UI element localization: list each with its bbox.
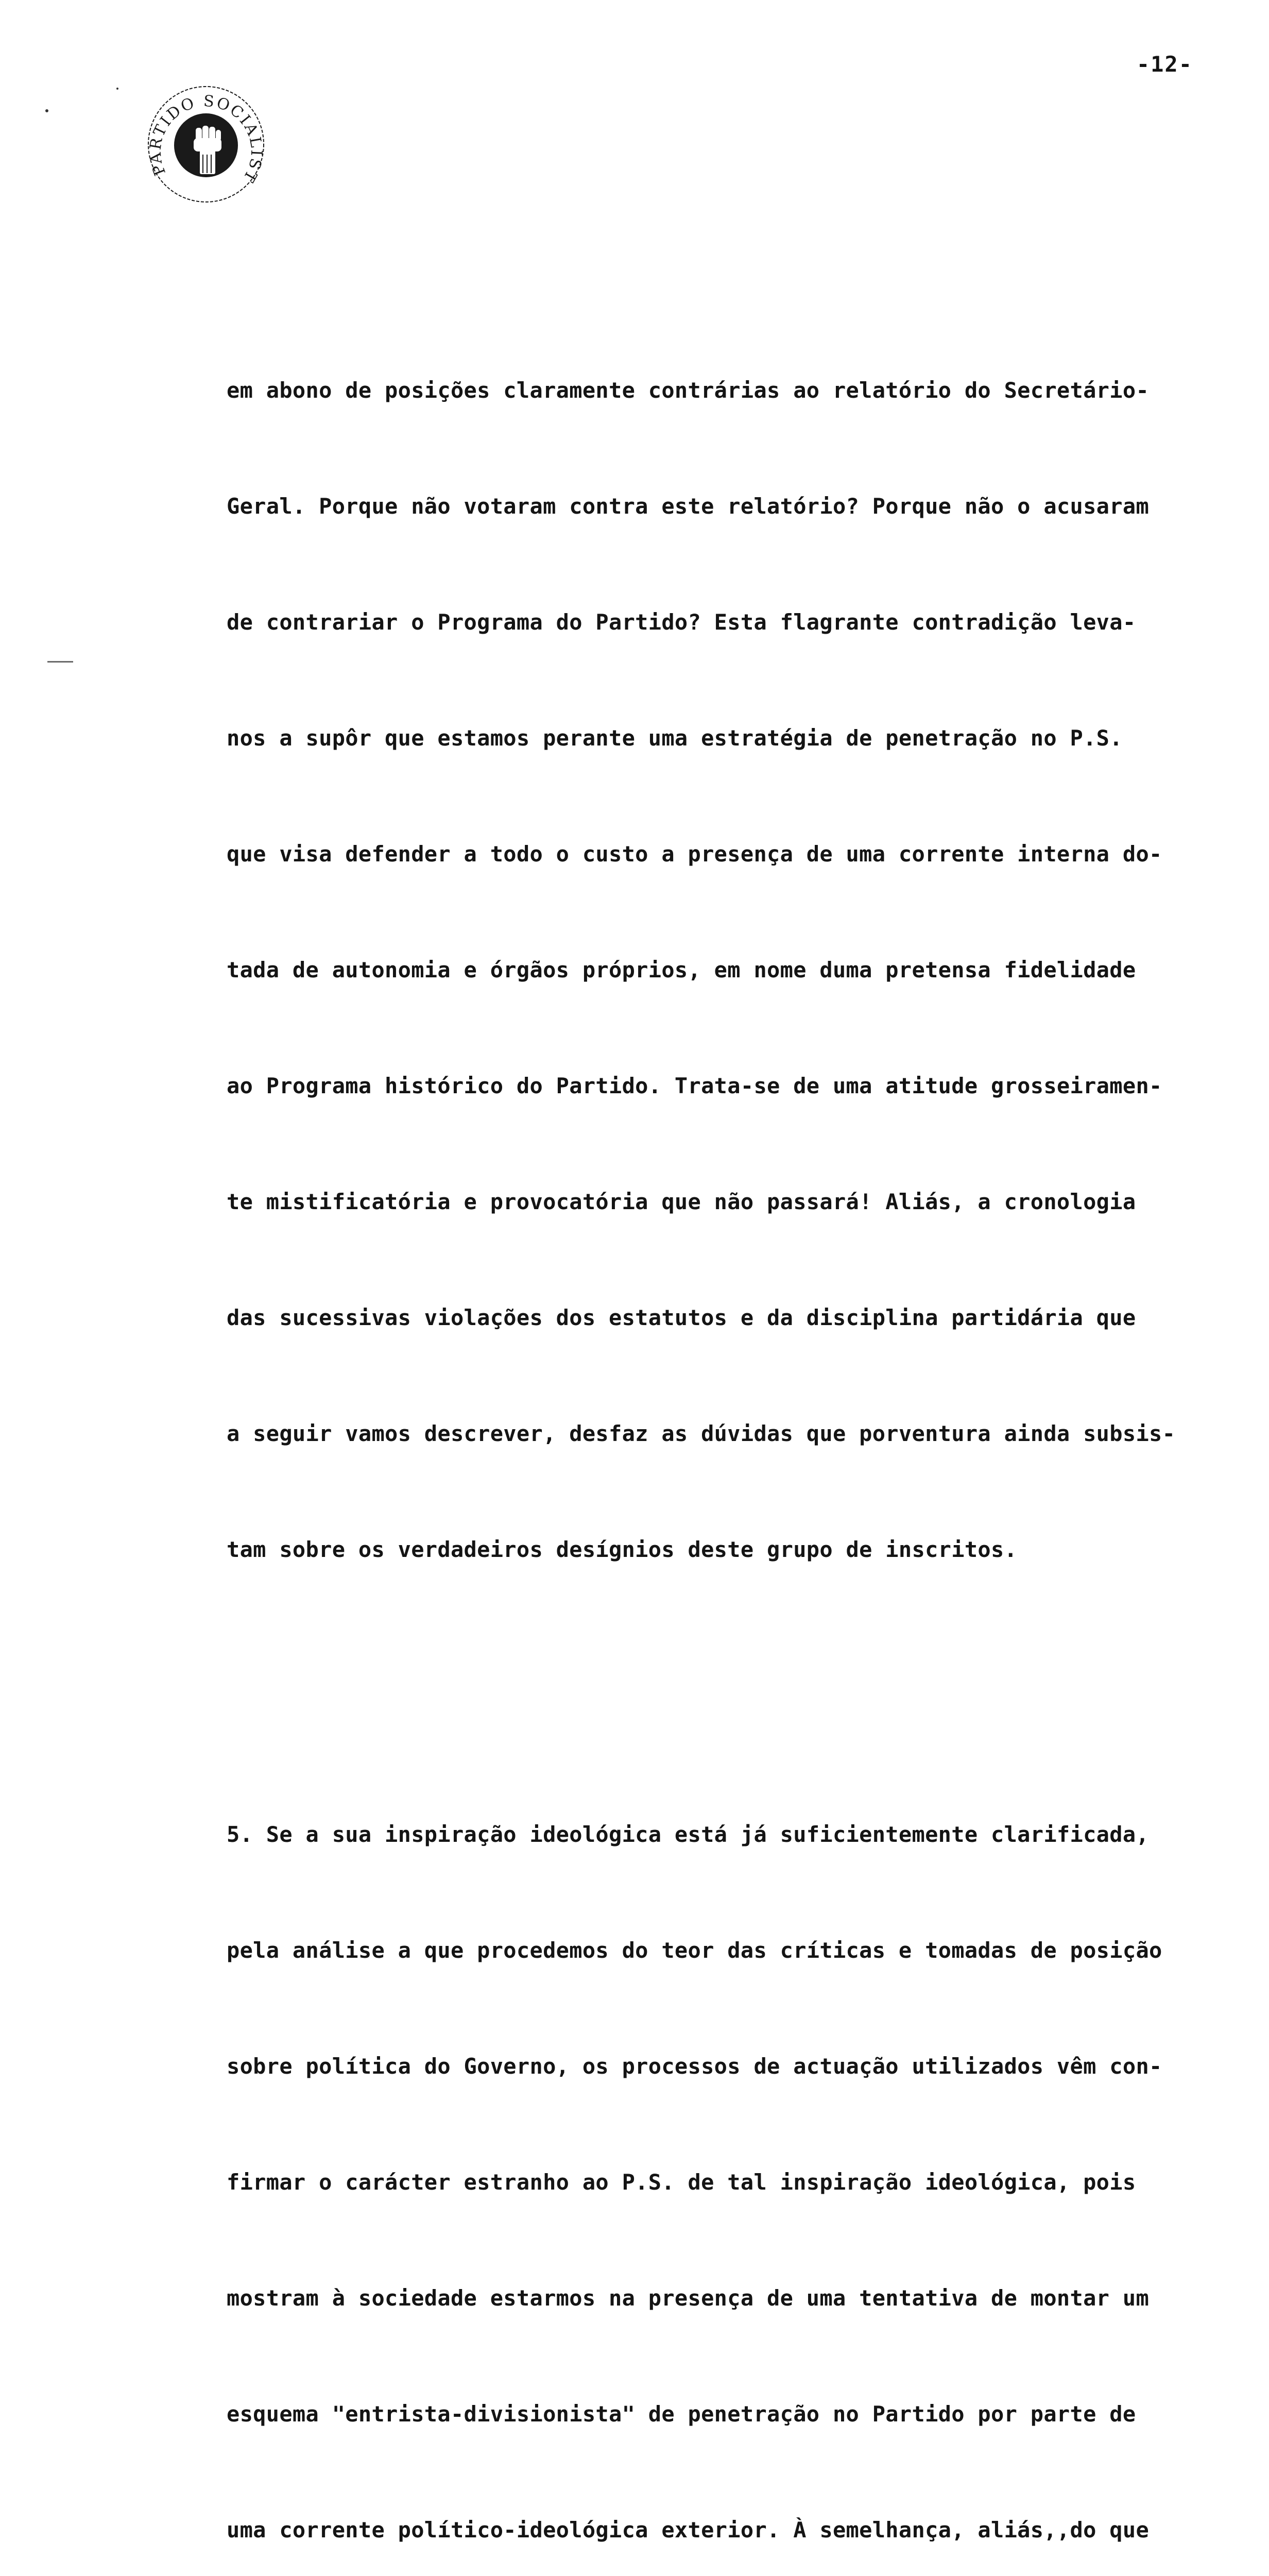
fist-logo-icon — [146, 84, 266, 204]
text-line: firmar o carácter estranho ao P.S. de tal inspiração ideológica, pois — [227, 2170, 1136, 2195]
text-line: sobre política do Governo, os processos de actuação utilizados vêm con- — [227, 2054, 1162, 2079]
text-line: ao Programa histórico do Partido. Trata-se de uma atitude grosseiramen- — [227, 1073, 1162, 1098]
text-line: te mistificatória e provocatória que não passará! Aliás, a cronologia — [227, 1189, 1136, 1214]
text-line: Geral. Porque não votaram contra este relatório? Porque não o acusaram — [227, 494, 1150, 519]
paragraph-2 — [227, 1738, 1231, 2576]
paragraph-1 — [227, 294, 1231, 1646]
text-line: esquema "entrista-divisionista" de penetração no Partido por parte de — [227, 2401, 1136, 2427]
page-number: -12- — [1136, 52, 1193, 77]
text-line: em abono de posições claramente contrárias ao relatório do Secretário- — [227, 378, 1150, 403]
document-body — [227, 216, 1231, 2576]
text-line: que visa defender a todo o custo a presença de uma corrente interna do- — [227, 841, 1162, 867]
text-line: mostram à sociedade estarmos na presença de uma tentativa de montar um — [227, 2285, 1150, 2311]
text-line: das sucessivas violações dos estatutos e da disciplina partidária que — [227, 1305, 1136, 1330]
text-line: uma corrente político-ideológica exterior. À semelhança, aliás,,do que — [227, 2517, 1150, 2543]
text-line: 5. Se a sua inspiração ideológica está já suficientemente clarificada, — [227, 1822, 1150, 1847]
text-line: tada de autonomia e órgãos próprios, em nome duma pretensa fidelidade — [227, 957, 1136, 982]
logo-ring-text: PARTIDO SOCIALIST — [146, 92, 266, 186]
text-line: de contrariar o Programa do Partido? Esta flagrante contradição leva- — [227, 609, 1136, 635]
text-line: a seguir vamos descrever, desfaz as dúvidas que porventura ainda subsis- — [227, 1421, 1176, 1446]
party-logo-stamp — [146, 84, 266, 204]
paper-speck — [116, 88, 118, 90]
margin-mark — [47, 661, 73, 663]
paper-speck — [45, 109, 48, 112]
text-line: pela análise a que procedemos do teor das críticas e tomadas de posição — [227, 1938, 1162, 1963]
text-line: tam sobre os verdadeiros desígnios deste grupo de inscritos. — [227, 1537, 1018, 1562]
text-line: nos a supôr que estamos perante uma estratégia de penetração no P.S. — [227, 725, 1123, 751]
